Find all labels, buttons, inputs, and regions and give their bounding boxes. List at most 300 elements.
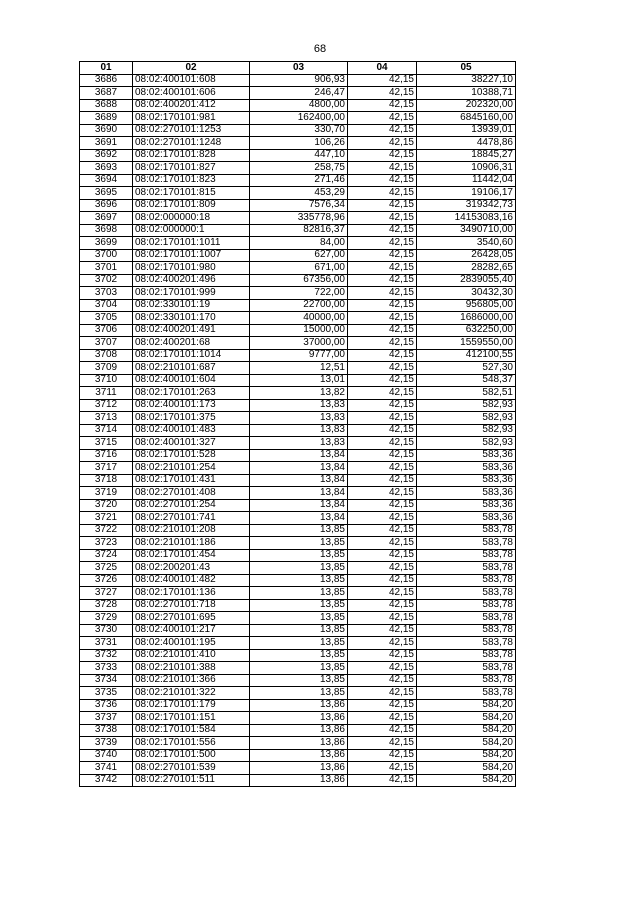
cadastral-number-cell: 08:02:170101:431 <box>133 474 250 487</box>
table-row <box>80 74 516 87</box>
cadastral-number-cell: 08:02:170101:263 <box>133 387 250 400</box>
area-cell: 12,51 <box>250 362 348 375</box>
row-number-cell: 3696 <box>80 199 133 212</box>
table-row <box>80 287 516 300</box>
table-row <box>80 199 516 212</box>
cadastral-number-cell: 08:02:400201:412 <box>133 99 250 112</box>
row-number-cell: 3689 <box>80 112 133 125</box>
table-row <box>80 324 516 337</box>
table-row <box>80 262 516 275</box>
rate-cell: 42,15 <box>348 599 417 612</box>
table-row <box>80 87 516 100</box>
rate-cell: 42,15 <box>348 637 417 650</box>
cadastral-number-cell: 08:02:270101:695 <box>133 612 250 625</box>
row-number-cell: 3733 <box>80 662 133 675</box>
rate-cell: 42,15 <box>348 299 417 312</box>
rate-cell: 42,15 <box>348 412 417 425</box>
table-row <box>80 149 516 162</box>
cadastral-number-cell: 08:02:170101:999 <box>133 287 250 300</box>
rate-cell: 42,15 <box>348 562 417 575</box>
table-row <box>80 674 516 687</box>
cadastral-number-cell: 08:02:270101:254 <box>133 499 250 512</box>
value-cell: 1686000,00 <box>417 312 516 325</box>
value-cell: 583,78 <box>417 537 516 550</box>
area-cell: 4800,00 <box>250 99 348 112</box>
value-cell: 583,78 <box>417 599 516 612</box>
row-number-cell: 3728 <box>80 599 133 612</box>
area-cell: 13,84 <box>250 499 348 512</box>
table-row <box>80 362 516 375</box>
area-cell: 447,10 <box>250 149 348 162</box>
row-number-cell: 3738 <box>80 724 133 737</box>
cadastral-number-cell: 08:02:170101:981 <box>133 112 250 125</box>
cadastral-number-cell: 08:02:170101:980 <box>133 262 250 275</box>
row-number-cell: 3722 <box>80 524 133 537</box>
table-row <box>80 499 516 512</box>
rate-cell: 42,15 <box>348 112 417 125</box>
value-cell: 30432,30 <box>417 287 516 300</box>
table-row <box>80 724 516 737</box>
row-number-cell: 3700 <box>80 249 133 262</box>
table-row <box>80 137 516 150</box>
value-cell: 3540,60 <box>417 237 516 250</box>
cadastral-number-cell: 08:02:210101:322 <box>133 687 250 700</box>
rate-cell: 42,15 <box>348 99 417 112</box>
cadastral-number-cell: 08:02:400101:195 <box>133 637 250 650</box>
rate-cell: 42,15 <box>348 224 417 237</box>
area-cell: 13,85 <box>250 574 348 587</box>
area-cell: 13,84 <box>250 512 348 525</box>
value-cell: 583,78 <box>417 649 516 662</box>
cadastral-number-cell: 08:02:170101:528 <box>133 449 250 462</box>
table-row <box>80 124 516 137</box>
row-number-cell: 3724 <box>80 549 133 562</box>
cadastral-number-cell: 08:02:210101:687 <box>133 362 250 375</box>
cadastral-number-cell: 08:02:400101:483 <box>133 424 250 437</box>
table-row <box>80 299 516 312</box>
cadastral-number-cell: 08:02:210101:410 <box>133 649 250 662</box>
rate-cell: 42,15 <box>348 337 417 350</box>
rate-cell: 42,15 <box>348 137 417 150</box>
table-row <box>80 624 516 637</box>
cadastral-number-cell: 08:02:170101:1007 <box>133 249 250 262</box>
rate-cell: 42,15 <box>348 212 417 225</box>
cadastral-number-cell: 08:02:400101:482 <box>133 574 250 587</box>
cadastral-number-cell: 08:02:170101:136 <box>133 587 250 600</box>
area-cell: 13,85 <box>250 549 348 562</box>
cadastral-number-cell: 08:02:170101:584 <box>133 724 250 737</box>
value-cell: 582,93 <box>417 437 516 450</box>
value-cell: 412100,55 <box>417 349 516 362</box>
row-number-cell: 3713 <box>80 412 133 425</box>
rate-cell: 42,15 <box>348 537 417 550</box>
table-row <box>80 349 516 362</box>
row-number-cell: 3717 <box>80 462 133 475</box>
area-cell: 13,85 <box>250 612 348 625</box>
row-number-cell: 3712 <box>80 399 133 412</box>
row-number-cell: 3709 <box>80 362 133 375</box>
row-number-cell: 3730 <box>80 624 133 637</box>
table-row <box>80 574 516 587</box>
rate-cell: 42,15 <box>348 387 417 400</box>
cadastral-number-cell: 08:02:170101:500 <box>133 749 250 762</box>
area-cell: 271,46 <box>250 174 348 187</box>
row-number-cell: 3687 <box>80 87 133 100</box>
cadastral-number-cell: 08:02:270101:741 <box>133 512 250 525</box>
area-cell: 13,86 <box>250 774 348 787</box>
rate-cell: 42,15 <box>348 324 417 337</box>
table-row <box>80 462 516 475</box>
table-row <box>80 749 516 762</box>
area-cell: 7576,34 <box>250 199 348 212</box>
rate-cell: 42,15 <box>348 624 417 637</box>
area-cell: 13,86 <box>250 737 348 750</box>
value-cell: 11442,04 <box>417 174 516 187</box>
value-cell: 38227,10 <box>417 74 516 87</box>
value-cell: 583,36 <box>417 474 516 487</box>
cadastral-number-cell: 08:02:170101:815 <box>133 187 250 200</box>
area-cell: 106,26 <box>250 137 348 150</box>
rate-cell: 42,15 <box>348 712 417 725</box>
cadastral-number-cell: 08:02:170101:1011 <box>133 237 250 250</box>
cadastral-number-cell: 08:02:170101:823 <box>133 174 250 187</box>
cadastral-number-cell: 08:02:330101:170 <box>133 312 250 325</box>
rate-cell: 42,15 <box>348 474 417 487</box>
table-row <box>80 487 516 500</box>
table-row <box>80 599 516 612</box>
column-header-02: 02 <box>133 62 250 75</box>
table-row <box>80 224 516 237</box>
table-row <box>80 737 516 750</box>
table-row <box>80 174 516 187</box>
cadastral-number-cell: 08:02:400201:496 <box>133 274 250 287</box>
area-cell: 13,84 <box>250 487 348 500</box>
table-row <box>80 312 516 325</box>
column-header-04: 04 <box>348 62 417 75</box>
table-row <box>80 612 516 625</box>
table-row <box>80 687 516 700</box>
row-number-cell: 3705 <box>80 312 133 325</box>
cadastral-number-cell: 08:02:270101:408 <box>133 487 250 500</box>
cadastral-number-cell: 08:02:210101:208 <box>133 524 250 537</box>
cadastral-number-cell: 08:02:170101:828 <box>133 149 250 162</box>
rate-cell: 42,15 <box>348 274 417 287</box>
cadastral-number-cell: 08:02:170101:179 <box>133 699 250 712</box>
row-number-cell: 3725 <box>80 562 133 575</box>
area-cell: 13,85 <box>250 562 348 575</box>
row-number-cell: 3715 <box>80 437 133 450</box>
rate-cell: 42,15 <box>348 674 417 687</box>
table-row <box>80 649 516 662</box>
row-number-cell: 3736 <box>80 699 133 712</box>
rate-cell: 42,15 <box>348 124 417 137</box>
value-cell: 10388,71 <box>417 87 516 100</box>
cadastral-number-cell: 08:02:400101:217 <box>133 624 250 637</box>
area-cell: 13,85 <box>250 687 348 700</box>
row-number-cell: 3737 <box>80 712 133 725</box>
area-cell: 671,00 <box>250 262 348 275</box>
row-number-cell: 3731 <box>80 637 133 650</box>
cadastral-number-cell: 08:02:400101:327 <box>133 437 250 450</box>
area-cell: 13,83 <box>250 399 348 412</box>
rate-cell: 42,15 <box>348 162 417 175</box>
rate-cell: 42,15 <box>348 149 417 162</box>
row-number-cell: 3703 <box>80 287 133 300</box>
area-cell: 13,85 <box>250 599 348 612</box>
value-cell: 584,20 <box>417 724 516 737</box>
value-cell: 18845,27 <box>417 149 516 162</box>
cadastral-number-cell: 08:02:270101:511 <box>133 774 250 787</box>
cadastral-number-cell: 08:02:270101:718 <box>133 599 250 612</box>
row-number-cell: 3710 <box>80 374 133 387</box>
cadastral-number-cell: 08:02:000000:18 <box>133 212 250 225</box>
area-cell: 13,86 <box>250 749 348 762</box>
cadastral-number-cell: 08:02:200201:43 <box>133 562 250 575</box>
cadastral-number-cell: 08:02:210101:186 <box>133 537 250 550</box>
rate-cell: 42,15 <box>348 574 417 587</box>
value-cell: 28282,65 <box>417 262 516 275</box>
cadastral-number-cell: 08:02:400101:604 <box>133 374 250 387</box>
rate-cell: 42,15 <box>348 187 417 200</box>
value-cell: 583,78 <box>417 612 516 625</box>
rate-cell: 42,15 <box>348 462 417 475</box>
row-number-cell: 3742 <box>80 774 133 787</box>
value-cell: 583,36 <box>417 487 516 500</box>
cadastral-number-cell: 08:02:330101:19 <box>133 299 250 312</box>
area-cell: 258,75 <box>250 162 348 175</box>
row-number-cell: 3729 <box>80 612 133 625</box>
row-number-cell: 3723 <box>80 537 133 550</box>
cadastral-number-cell: 08:02:400201:491 <box>133 324 250 337</box>
cadastral-number-cell: 08:02:270101:539 <box>133 762 250 775</box>
value-cell: 583,78 <box>417 674 516 687</box>
row-number-cell: 3692 <box>80 149 133 162</box>
row-number-cell: 3732 <box>80 649 133 662</box>
value-cell: 582,93 <box>417 424 516 437</box>
row-number-cell: 3697 <box>80 212 133 225</box>
row-number-cell: 3704 <box>80 299 133 312</box>
row-number-cell: 3714 <box>80 424 133 437</box>
rate-cell: 42,15 <box>348 349 417 362</box>
value-cell: 6845160,00 <box>417 112 516 125</box>
table-row <box>80 537 516 550</box>
value-cell: 2839055,40 <box>417 274 516 287</box>
area-cell: 15000,00 <box>250 324 348 337</box>
row-number-cell: 3727 <box>80 587 133 600</box>
table-row <box>80 474 516 487</box>
table-row <box>80 249 516 262</box>
area-cell: 13,01 <box>250 374 348 387</box>
row-number-cell: 3707 <box>80 337 133 350</box>
area-cell: 13,85 <box>250 524 348 537</box>
cadastral-number-cell: 08:02:170101:556 <box>133 737 250 750</box>
cadastral-number-cell: 08:02:210101:388 <box>133 662 250 675</box>
table-row <box>80 162 516 175</box>
value-cell: 548,37 <box>417 374 516 387</box>
area-cell: 13,86 <box>250 762 348 775</box>
value-cell: 584,20 <box>417 762 516 775</box>
area-cell: 162400,00 <box>250 112 348 125</box>
table-row <box>80 424 516 437</box>
rate-cell: 42,15 <box>348 262 417 275</box>
value-cell: 1559550,00 <box>417 337 516 350</box>
area-cell: 13,86 <box>250 699 348 712</box>
value-cell: 3490710,00 <box>417 224 516 237</box>
rate-cell: 42,15 <box>348 449 417 462</box>
column-header-01: 01 <box>80 62 133 75</box>
rate-cell: 42,15 <box>348 612 417 625</box>
table-row <box>80 512 516 525</box>
row-number-cell: 3708 <box>80 349 133 362</box>
table-row <box>80 524 516 537</box>
rate-cell: 42,15 <box>348 237 417 250</box>
row-number-cell: 3698 <box>80 224 133 237</box>
row-number-cell: 3695 <box>80 187 133 200</box>
row-number-cell: 3734 <box>80 674 133 687</box>
area-cell: 246,47 <box>250 87 348 100</box>
rate-cell: 42,15 <box>348 549 417 562</box>
table-row <box>80 337 516 350</box>
value-cell: 632250,00 <box>417 324 516 337</box>
cadastral-number-cell: 08:02:270101:1253 <box>133 124 250 137</box>
value-cell: 584,20 <box>417 712 516 725</box>
cadastral-number-cell: 08:02:400101:608 <box>133 74 250 87</box>
area-cell: 82816,37 <box>250 224 348 237</box>
rate-cell: 42,15 <box>348 737 417 750</box>
table-row <box>80 699 516 712</box>
rate-cell: 42,15 <box>348 762 417 775</box>
table-row <box>80 449 516 462</box>
rate-cell: 42,15 <box>348 399 417 412</box>
area-cell: 13,85 <box>250 674 348 687</box>
row-number-cell: 3721 <box>80 512 133 525</box>
rate-cell: 42,15 <box>348 524 417 537</box>
table-row <box>80 662 516 675</box>
area-cell: 453,29 <box>250 187 348 200</box>
cadastral-number-cell: 08:02:210101:254 <box>133 462 250 475</box>
value-cell: 583,78 <box>417 687 516 700</box>
table-row <box>80 562 516 575</box>
table-body <box>80 74 516 787</box>
table-row <box>80 99 516 112</box>
cadastral-number-cell: 08:02:270101:1248 <box>133 137 250 150</box>
column-header-03: 03 <box>250 62 348 75</box>
row-number-cell: 3719 <box>80 487 133 500</box>
rate-cell: 42,15 <box>348 74 417 87</box>
area-cell: 84,00 <box>250 237 348 250</box>
cadastral-number-cell: 08:02:400201:68 <box>133 337 250 350</box>
table-row <box>80 399 516 412</box>
row-number-cell: 3740 <box>80 749 133 762</box>
value-cell: 583,78 <box>417 587 516 600</box>
value-cell: 13939,01 <box>417 124 516 137</box>
area-cell: 335778,96 <box>250 212 348 225</box>
area-cell: 9777,00 <box>250 349 348 362</box>
area-cell: 13,85 <box>250 637 348 650</box>
table-header <box>80 62 516 75</box>
table-row <box>80 637 516 650</box>
value-cell: 4478,86 <box>417 137 516 150</box>
data-table <box>79 61 516 787</box>
value-cell: 26428,05 <box>417 249 516 262</box>
row-number-cell: 3693 <box>80 162 133 175</box>
row-number-cell: 3691 <box>80 137 133 150</box>
area-cell: 13,85 <box>250 587 348 600</box>
area-cell: 37000,00 <box>250 337 348 350</box>
table-row <box>80 437 516 450</box>
value-cell: 583,78 <box>417 524 516 537</box>
area-cell: 67356,00 <box>250 274 348 287</box>
area-cell: 13,83 <box>250 437 348 450</box>
table-row <box>80 774 516 787</box>
table-row <box>80 549 516 562</box>
row-number-cell: 3686 <box>80 74 133 87</box>
row-number-cell: 3718 <box>80 474 133 487</box>
area-cell: 330,70 <box>250 124 348 137</box>
cadastral-number-cell: 08:02:400101:606 <box>133 87 250 100</box>
value-cell: 583,78 <box>417 549 516 562</box>
value-cell: 19106,17 <box>417 187 516 200</box>
cadastral-number-cell: 08:02:000000:1 <box>133 224 250 237</box>
value-cell: 584,20 <box>417 737 516 750</box>
table-row <box>80 212 516 225</box>
rate-cell: 42,15 <box>348 437 417 450</box>
area-cell: 722,00 <box>250 287 348 300</box>
row-number-cell: 3688 <box>80 99 133 112</box>
value-cell: 583,36 <box>417 449 516 462</box>
page-number: 68 <box>313 43 327 55</box>
value-cell: 583,78 <box>417 662 516 675</box>
value-cell: 584,20 <box>417 774 516 787</box>
row-number-cell: 3699 <box>80 237 133 250</box>
row-number-cell: 3706 <box>80 324 133 337</box>
area-cell: 13,82 <box>250 387 348 400</box>
cadastral-number-cell: 08:02:170101:1014 <box>133 349 250 362</box>
value-cell: 582,93 <box>417 399 516 412</box>
area-cell: 13,85 <box>250 537 348 550</box>
rate-cell: 42,15 <box>348 312 417 325</box>
area-cell: 906,93 <box>250 74 348 87</box>
row-number-cell: 3694 <box>80 174 133 187</box>
value-cell: 583,78 <box>417 574 516 587</box>
rate-cell: 42,15 <box>348 362 417 375</box>
value-cell: 583,36 <box>417 512 516 525</box>
rate-cell: 42,15 <box>348 499 417 512</box>
rate-cell: 42,15 <box>348 649 417 662</box>
cadastral-number-cell: 08:02:170101:454 <box>133 549 250 562</box>
value-cell: 14153083,16 <box>417 212 516 225</box>
cadastral-number-cell: 08:02:170101:809 <box>133 199 250 212</box>
rate-cell: 42,15 <box>348 774 417 787</box>
row-number-cell: 3741 <box>80 762 133 775</box>
value-cell: 583,78 <box>417 637 516 650</box>
value-cell: 583,78 <box>417 562 516 575</box>
table-row <box>80 387 516 400</box>
cadastral-number-cell: 08:02:170101:827 <box>133 162 250 175</box>
area-cell: 22700,00 <box>250 299 348 312</box>
table-row <box>80 274 516 287</box>
row-number-cell: 3739 <box>80 737 133 750</box>
area-cell: 13,84 <box>250 474 348 487</box>
cadastral-number-cell: 08:02:210101:366 <box>133 674 250 687</box>
table-row <box>80 762 516 775</box>
value-cell: 202320,00 <box>417 99 516 112</box>
row-number-cell: 3690 <box>80 124 133 137</box>
table-row <box>80 412 516 425</box>
value-cell: 956805,00 <box>417 299 516 312</box>
value-cell: 583,36 <box>417 462 516 475</box>
rate-cell: 42,15 <box>348 174 417 187</box>
